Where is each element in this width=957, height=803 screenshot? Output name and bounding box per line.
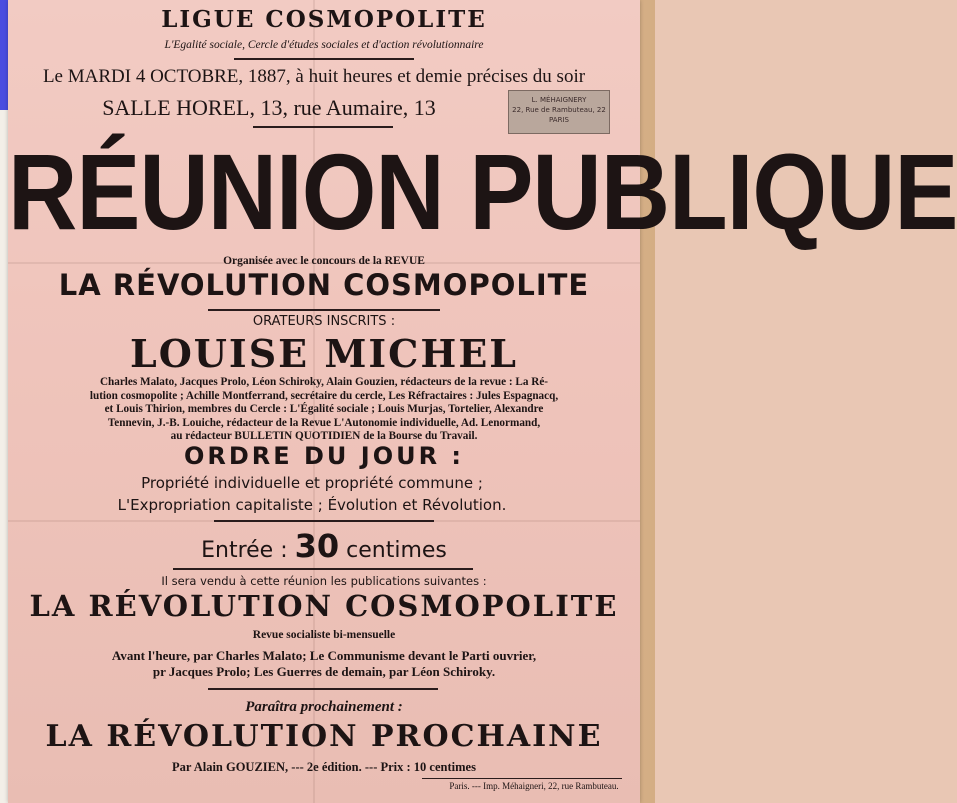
works-line: pr Jacques Prolo; Les Guerres de demain, par Léon Schiroky. xyxy=(152,664,496,679)
speakers-line: au rédacteur BULLETIN QUOTIDIEN de la Bourse du Travail. xyxy=(170,430,478,442)
publication-subtitle: Revue socialiste bi-mensuelle xyxy=(252,629,396,641)
main-speaker: LOUISE MICHEL xyxy=(129,331,519,376)
forthcoming-label: Paraîtra prochainement : xyxy=(245,699,403,715)
divider xyxy=(208,309,440,311)
venue-line: SALLE HOREL, 13, rue Aumaire, 13 xyxy=(102,95,436,120)
forthcoming-title: LA RÉVOLUTION PROCHAINE xyxy=(45,719,603,754)
divider xyxy=(234,58,414,60)
entry-unit: centimes xyxy=(346,538,447,563)
stamp-name: L. MÉHAIGNERY xyxy=(531,96,587,104)
revue-name: LA RÉVOLUTION COSMOPOLITE xyxy=(58,268,590,302)
stamp-city: PARIS xyxy=(549,116,569,124)
agenda-item: L'Expropriation capitaliste ; Évolution et Révolution. xyxy=(117,496,507,514)
league-subtitle: L'Egalité sociale, Cercle d'études sociales et d'action révolutionnaire xyxy=(164,39,484,51)
divider xyxy=(173,568,473,570)
works-line: Avant l'heure, par Charles Malato; Le Communisme devant le Parti ouvrier, xyxy=(111,648,537,663)
speakers-line: lution cosmopolite ; Achille Montferrand, secrétaire du cercle, Les Réfractaires : Jules Espagnacq, xyxy=(89,389,559,402)
speakers-line: Tennevin, J.-B. Louiche, rédacteur de la Revue L'Autonomie individuelle, Ad. Lenormand, xyxy=(107,416,541,429)
stamp-address: 22, Rue de Rambuteau, 22 xyxy=(512,106,606,114)
entry-price: 30 xyxy=(294,527,340,565)
speakers-line: et Louis Thirion, membres du Cercle : L'Égalité sociale ; Louis Murjas, Tortelier, Alexandre xyxy=(104,403,544,415)
speakers-list xyxy=(8,376,640,444)
entry-line xyxy=(8,527,640,565)
date-line: Le MARDI 4 OCTOBRE, 1887, à huit heures et demie précises du soir xyxy=(42,66,586,87)
poster xyxy=(8,0,957,803)
divider xyxy=(208,688,438,690)
works-list xyxy=(8,648,640,680)
divider xyxy=(214,520,434,522)
organised-line: Organisée avec le concours de la REVUE xyxy=(223,255,425,267)
agenda-item: Propriété individuelle et propriété commune ; xyxy=(141,474,483,492)
agenda-title: ORDRE DU JOUR : xyxy=(183,442,465,470)
publication-title: LA RÉVOLUTION COSMOPOLITE xyxy=(29,589,619,623)
forthcoming-info: Par Alain GOUZIEN, --- 2e édition. --- Prix : 10 centimes xyxy=(172,760,476,774)
speakers-label: ORATEURS INSCRITS : xyxy=(252,314,396,329)
headline: RÉUNION PUBLIQUE xyxy=(8,132,957,253)
league-title: LIGUE COSMOPOLITE xyxy=(161,6,487,33)
speakers-line: Charles Malato, Jacques Prolo, Léon Schiroky, Alain Gouzien, rédacteurs de la revue : La Ré- xyxy=(99,376,549,388)
sale-line: Il sera vendu à cette réunion les publications suivantes : xyxy=(161,574,487,588)
entry-label: Entrée : xyxy=(201,538,288,563)
printer-line: Paris. --- Imp. Méhaigneri, 22, rue Rambuteau. xyxy=(449,781,619,791)
divider xyxy=(422,778,622,779)
